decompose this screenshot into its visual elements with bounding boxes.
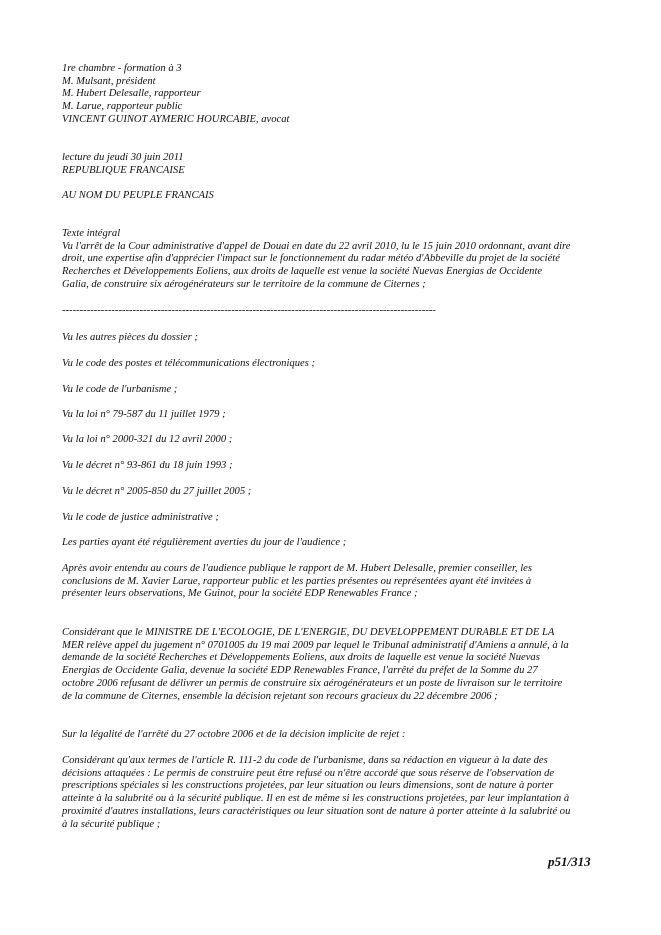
article-line: décisions attaquées : Le permis de construire peut être refusé ou n'être accordé que sous réserve de l'observation de <box>62 767 555 779</box>
considering-paragraph <box>62 627 607 703</box>
hearing-line: Après avoir entendu au cours de l'audience publique le rapport de M. Hubert Delesalle, premier conseiller, les <box>62 563 532 574</box>
visa-item: Vu les autres pièces du dossier ; <box>62 332 198 343</box>
visa-item: Vu le décret n° 93-861 du 18 juin 1993 ; <box>62 460 233 471</box>
considering-line: de la commune de Citernes, ensemble la décision rejetant son recours gracieux du 22 décembre 2006 ; <box>62 690 498 702</box>
president-line: M. Mulsant, président <box>62 75 156 87</box>
hearing-line: conclusions de M. Xavier Larue, rapporteur public et les parties présentes ou représentées ayant été invitées à <box>62 575 532 587</box>
visa-item: Vu le code de justice administrative ; <box>62 512 219 523</box>
separator-text: ---------------------------------------------------------------------------------------------------------- <box>62 305 436 316</box>
intro-line: Recherches et Développements Eoliens, aux droits de laquelle est venue la société Nuevas Energias de Occidente <box>62 266 543 278</box>
lawyers-line: VINCENT GUINOT AYMERIC HOURCABIE, avocat <box>62 113 290 125</box>
in-name-of-line <box>62 190 607 203</box>
considering-line: Energias de Occidente Galia, devenue la société EDP Renewables France, l'arrêté du préfet de la Somme du 27 <box>62 665 538 677</box>
visa-item: Les parties ayant été régulièrement averties du jour de l'audience ; <box>62 537 347 548</box>
page-number: p51/313 <box>548 854 591 869</box>
separator-line <box>62 305 607 318</box>
full-text-heading: Texte intégral <box>62 228 121 239</box>
article-line: proximité d'autres installations, leurs caractéristiques ou leur situation sont de nature à porter atteinte à la salubrité ou <box>62 805 571 817</box>
reading-date: lecture du jeudi 30 juin 2011 <box>62 152 184 163</box>
visa-item: Vu le décret n° 2005-850 du 27 juillet 2005 ; <box>62 486 252 497</box>
legality-heading <box>62 729 607 742</box>
considering-line: octobre 2006 refusant de délivrer un permis de construire six aérogénérateurs et un poste de livraison sur le territoire <box>62 677 563 689</box>
in-name-of-text: AU NOM DU PEUPLE FRANCAIS <box>62 190 214 201</box>
hearing-line: présenter leurs observations, Me Guinot, pour la société EDP Renewables France ; <box>62 588 418 600</box>
visa-item: Vu la loi n° 2000-321 du 12 avril 2000 ; <box>62 434 233 445</box>
legality-heading-text: Sur la légalité de l'arrêté du 27 octobre 2006 et de la décision implicite de rejet : <box>62 729 406 740</box>
hearing-paragraph <box>62 563 607 601</box>
republic-line: REPUBLIQUE FRANCAISE <box>62 164 185 176</box>
rapporteur-line: M. Hubert Delesalle, rapporteur <box>62 88 201 100</box>
visa-item: Vu le code des postes et télécommunications électroniques ; <box>62 358 315 369</box>
intro-line: Galia, de construire six aérogénérateurs sur le territoire de la commune de Citernes ; <box>62 278 426 290</box>
intro-line: Vu l'arrêt de la Cour administrative d'appel de Douai en date du 22 avril 2010, lu le 15 juin 2010 ordonnant, avant dire <box>62 240 571 252</box>
considering-line: MER relève appel du jugement n° 0701005 du 19 mai 2009 par lequel le Tribunal administratif d'Amiens a annulé, à la <box>62 639 569 651</box>
considering-line: Considérant que le MINISTRE DE L'ECOLOGIE, DE L'ENERGIE, DU DEVELOPPEMENT DURABLE ET DE LA <box>62 627 555 638</box>
article-line: Considérant qu'aux termes de l'article R. 111-2 du code de l'urbanisme, dans sa rédaction en vigueur à la date des <box>62 755 548 766</box>
visa-item: Vu le code de l'urbanisme ; <box>62 384 178 395</box>
header-block <box>62 63 607 127</box>
decision-info-block <box>62 152 607 177</box>
article-line: atteinte à la salubrité ou à la sécurité publique. Il en est de même si les constructions projetées, par leur implantation à <box>62 793 570 805</box>
intro-line: droit, une expertise afin d'apprécier l'impact sur le fonctionnement du radar météo d'Abbeville du projet de la société <box>62 253 560 265</box>
article-line: prescriptions spéciales si les constructions projetées, par leur situation ou leurs dimensions, sont de nature à porter <box>62 780 554 792</box>
article-paragraph <box>62 755 607 831</box>
article-line: à la sécurité publique ; <box>62 818 161 830</box>
public-rapporteur-line: M. Larue, rapporteur public <box>62 101 183 113</box>
intro-block <box>62 228 607 292</box>
considering-line: demande de la société Recherches et Développements Eoliens, aux droits de laquelle est venue la société Nuevas <box>62 652 540 664</box>
visa-item: Vu la loi n° 79-587 du 11 juillet 1979 ; <box>62 409 226 420</box>
chamber-line: 1re chambre - formation à 3 <box>62 63 182 74</box>
